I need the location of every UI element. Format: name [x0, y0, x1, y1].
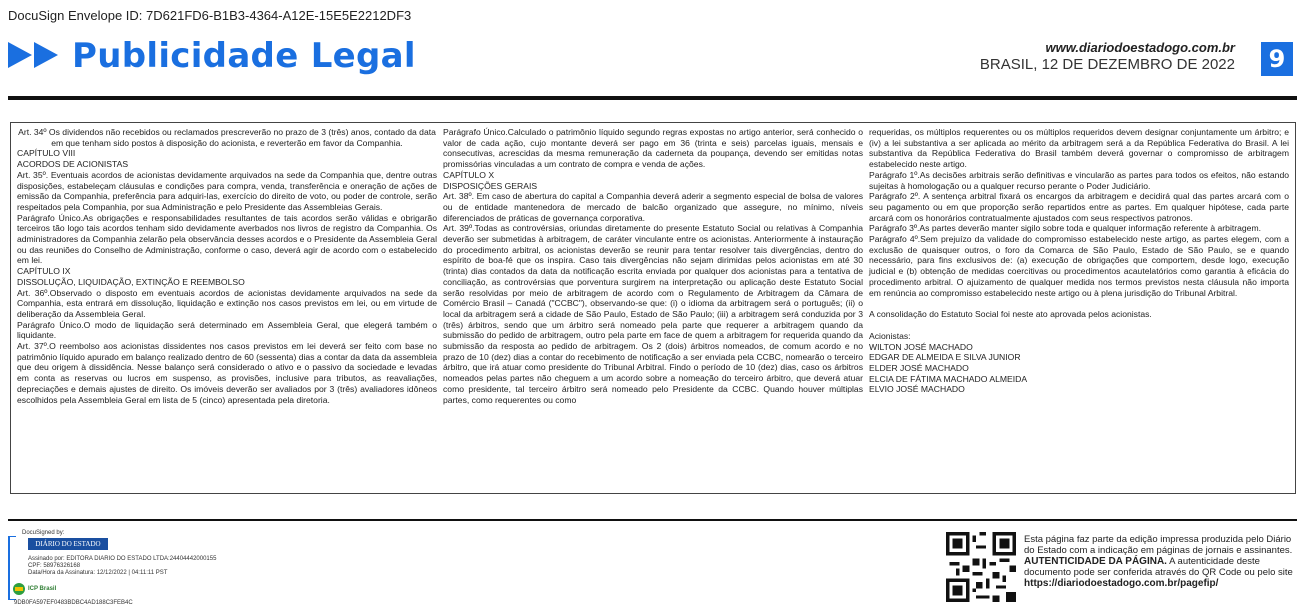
signature-cpf: CPF: 58976326168	[28, 563, 81, 569]
article-paragraph: Parágrafo 1º.As decisões arbitrais serão definitivas e vincularão as partes para todos os efeitos, não estando sujeitas à homologação ou a qualquer recurso perante o Poder Judiciário.	[869, 169, 1289, 191]
chapter-title: ACORDOS DE ACIONISTAS	[17, 159, 129, 170]
shareholder-name: ELVIO JOSÉ MACHADO	[869, 384, 965, 395]
approval-statement: A consolidação do Estatuto Social foi neste ato aprovada pelos acionistas.	[869, 309, 1152, 320]
double-arrow-icon	[8, 40, 64, 70]
article-paragraph: Art. 36º.Observado o disposto em eventuais acordos de acionistas devidamente arquivados na sede da Companhia, esta entrará em dissolução, liquidação e extinção nos casos previstos em lei, ou em virtude de deliberação da Assembleia Geral.	[17, 287, 437, 319]
article-paragraph: Art. 34º Os dividendos não recebidos ou reclamados prescreverão no prazo de 3 (três) anos, contado da data em que tenham sido postos à disposição do acionista, e reverterão em favor da Companhia.	[18, 127, 436, 148]
article-paragraph: requeridas, os múltiplos requerentes ou os múltiplos requeridos devem designar conjuntamente um árbitro; e (iv) a lei substantiva a ser aplicada ao mérito da arbitragem será a da República Federativa do Brasil. A lei substantiva da República Federativa do Brasil também deverá governar o compromisso de arbitragem estabelecido neste artigo.	[869, 127, 1289, 170]
article-paragraph: Parágrafo 2º. A sentença arbitral fixará os encargos da arbitragem e decidirá qual das partes arcará com o seu pagamento ou em que proporção serão repartidos entre as partes. Em qualquer hipótese, cada parte arcará com os honorários contratualmente ajustados com seus respectivos patronos.	[869, 191, 1289, 223]
legal-notice-box	[10, 122, 1296, 494]
shareholders-label: Acionistas:	[869, 330, 911, 341]
signature-hash: 9DB0FA597EF0483BDBC4AD188C3FEB4C	[14, 600, 133, 606]
section-title: Publicidade Legal	[72, 36, 416, 76]
docusign-envelope-id: DocuSign Envelope ID: 7D621FD6-B1B3-4364-A12E-15E5E2212DF3	[8, 8, 412, 23]
authenticity-title: AUTENTICIDADE DA PÁGINA.	[1024, 556, 1167, 567]
verification-url[interactable]: https://diariodoestadogo.com.br/pagefip/	[1024, 578, 1219, 589]
text-column-2	[443, 127, 863, 405]
footer-text: A autenticidade deste documento pode ser conferida através do QR Code ou pelo site	[1024, 556, 1293, 578]
footer-divider	[8, 519, 1297, 521]
site-url[interactable]: www.diariodoestadogo.com.br	[1045, 40, 1235, 55]
shareholder-name: ELDER JOSÉ MACHADO	[869, 363, 969, 374]
digital-signature-block	[8, 528, 248, 608]
shareholder-name: ELCIA DE FÁTIMA MACHADO ALMEIDA	[869, 373, 1028, 384]
qr-code-icon[interactable]	[946, 532, 1016, 602]
page-header	[0, 36, 1305, 80]
icp-label: ICP Brasil	[28, 586, 57, 592]
authenticity-notice	[1024, 534, 1300, 589]
text-column-3	[869, 127, 1289, 395]
signature-signer: Assinado por: EDITORA DIARIO DO ESTADO LTDA:24404442000155	[28, 556, 217, 562]
chapter-title: DISSOLUÇÃO, LIQUIDAÇÃO, EXTINÇÃO E REEMBOLSO	[17, 276, 245, 287]
shareholder-name: EDGAR DE ALMEIDA E SILVA JUNIOR	[869, 352, 1021, 363]
signature-label: DocuSigned by:	[22, 530, 65, 536]
chapter-heading: CAPÍTULO IX	[17, 266, 71, 277]
article-paragraph: Art. 39º.Todas as controvérsias, oriundas diretamente do presente Estatuto Social ou relativas à Companhia deverão ser submetidas à arbitragem, de caráter vinculante entre os acionistas. Anteriormente à instauração do procedimento arbitral, os acionistas deverão se reunir para tentar resolver tais divergências, dentro do espírito de boa-fé que os inspira. Caso tais divergências não sejam dirimidas pelos acionistas em até 30 (trinta) dias contados da data da notificação escrita enviada por qualquer dos acionistas para a tentativa de conciliação, as controvérsias que porventura surgirem na interpretação ou aplicação deste Estatuto Social serão resolvidas por meio de arbitragem de acordo com o Regulamento de Arbitragem da Câmara de Comércio Brasil – Canadá ("CCBC"), observando-se que: (i) o idioma da arbitragem será o português; (ii) o local da arbitragem será a cidade de São Paulo, Estado de São Paulo; (iii) a arbitragem será conduzida por 3 (três) árbitros, sendo que um árbitro será nomeado pela parte que requerer a arbitragem quando da submissão do pedido de arbitragem, outro pela parte em face de quem a arbitragem for requerida quando da submissão da resposta ao pedido de arbitragem. Os 2 (dois) árbitros nomeados, de comum acordo e no prazo de 10 (dez) dias a contar do recebimento de notificação a ser enviada pela CCBC, nomearão o terceiro árbitro, que irá atuar como presidente do Tribunal Arbitral. Findo o período de 10 (dez) dias, caso os árbitros nomeados pelas partes não cheguem a um acordo sobre a nomeação do terceiro árbitro, que deverá atuar como presidente, tal terceiro árbitro será nomeado pelo Presidente da CCBC. Quando houver múltiplas partes, como requerentes ou como	[443, 223, 863, 405]
article-paragraph: Parágrafo 3º.As partes deverão manter sigilo sobre toda e qualquer informação referente à arbitragem.	[869, 223, 1261, 234]
chapter-heading: CAPÍTULO X	[443, 169, 495, 180]
article-paragraph: Parágrafo 4º.Sem prejuízo da validade do compromisso estabelecido neste artigo, as partes elegem, com a exclusão de quaisquer outros, o foro da Comarca de São Paulo, Estado de São Paulo, se e quando necessário, para fins exclusivos de: (a) execução de obrigações que comportem, desde logo, execução judicial e (b) obtenção de medidas coercitivas ou procedimentos acautelatórios como garantia à eficácia do procedimento arbitral. O ajuizamento de qualquer medida nos termos previstos nesta cláusula não importa em renúncia ao compromisso estabelecido neste artigo ou à plena jurisdição do Tribunal Arbitral.	[869, 234, 1289, 298]
page-number-badge: 9	[1261, 42, 1293, 76]
chapter-heading: CAPÍTULO VIII	[17, 148, 76, 159]
footer-text: Esta página faz parte da edição impressa produzida pelo Diário do Estado com a indicação em páginas de jornais e assinantes.	[1024, 534, 1293, 556]
article-paragraph: Art. 37º.O reembolso aos acionistas dissidentes nos casos previstos em lei deverá ser feito com base no patrimônio líquido apurado em balanço realizado dentro de 60 (sessenta) dias a contar da data da assembleia que deu origem à dissidência. Nesse balanço será considerado o ativo e o passivo da sociedade e levadas em conta as reservas ou lucros em suspenso, as provisões, inclusive para tributos, as reavaliações, depreciações e demais ajustes de direito. Os imóveis deverão ser avaliados por 3 (três) avaliadores idôneos escolhidos pela Assembleia Geral em lista de 5 (cinco) apresentada pela diretoria.	[17, 341, 437, 405]
article-paragraph: Art. 35º. Eventuais acordos de acionistas devidamente arquivados na sede da Companhia que, dentre outras disposições, estabeleçam cláusulas e condições para compra, venda, transferência e oneração de ações de emissão da Companhia, preferência para adquiri-las, exercício do direito de voto, ou poder de controle, serão respeitados pela Companhia, por sua Administração e pelo Presidente das Assembleias Gerais.	[17, 169, 437, 212]
signature-brand: DIÁRIO DO ESTADO	[28, 538, 108, 550]
chapter-title: DISPOSIÇÕES GERAIS	[443, 180, 538, 191]
header-divider	[8, 96, 1297, 100]
signature-datetime: Data/Hora da Assinatura: 12/12/2022 | 04:11:11 PST	[28, 570, 168, 576]
article-paragraph: Parágrafo Único.Calculado o patrimônio líquido segundo regras expostas no artigo anterior, será conhecido o valor de cada ação, cujo montante deverá ser pago em 36 (trinta e seis) parcelas iguais, mensais e consecutivas, acrescidas da mesma remuneração da caderneta da poupança, devendo ser emitidas notas promissórias vinculadas a um contrato de compra e venda de ações.	[443, 127, 863, 170]
icp-brasil-icon	[12, 582, 26, 596]
text-column-1	[17, 127, 437, 405]
shareholder-name: WILTON JOSÉ MACHADO	[869, 341, 973, 352]
article-paragraph: Art. 38º. Em caso de abertura do capital a Companhia deverá aderir a segmento especial de bolsa de valores ou de entidade mantenedora de mercado de balcão organizado que assegure, no mínimo, níveis diferenciados de práticas de governança corporativa.	[443, 191, 863, 223]
edition-date: BRASIL, 12 DE DEZEMBRO DE 2022	[979, 56, 1235, 73]
article-paragraph: Parágrafo Único.O modo de liquidação será determinado em Assembleia Geral, que elegerá também o liquidante.	[17, 319, 437, 341]
article-paragraph: Parágrafo Único.As obrigações e responsabilidades resultantes de tais acordos serão válidas e obrigarão terceiros tão logo tais acordos tenham sido devidamente averbados nos livros de registro da Companhia. Os administradores da Companhia zelarão pela observância desses acordos e o Presidente da Assembleia Geral ou das reuniões do Conselho de Administração, conforme o caso, deverá agir de acordo com o estabelecido em lei.	[17, 212, 437, 266]
